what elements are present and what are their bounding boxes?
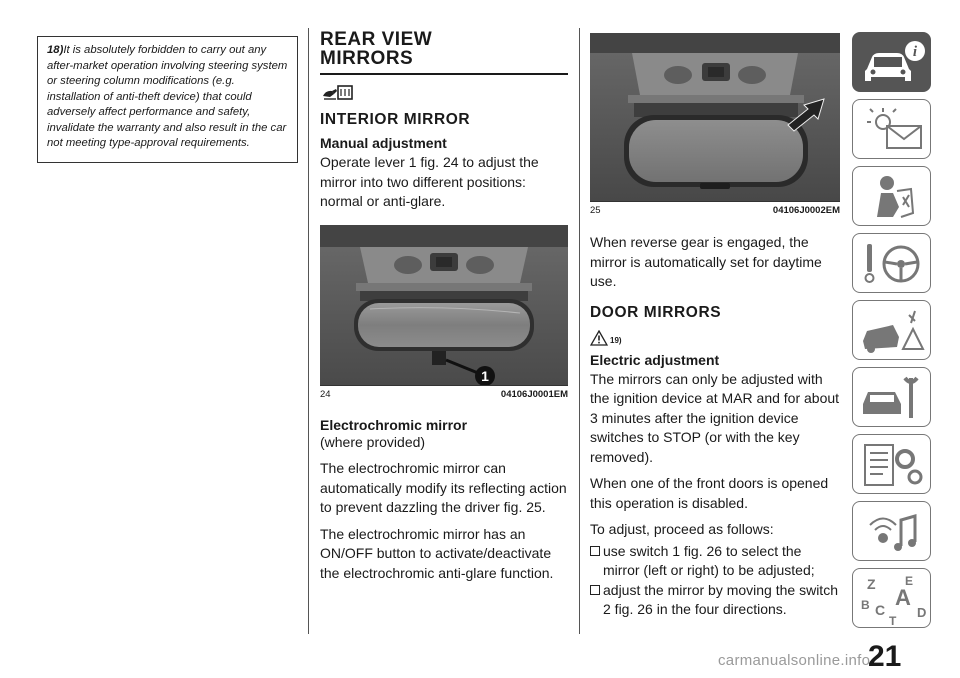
- warning-number: 18): [47, 44, 64, 56]
- emergency-icon: [853, 301, 932, 361]
- section-title-line2: MIRRORS: [320, 48, 414, 69]
- warning-triangle-icon: [590, 330, 608, 346]
- tab-multimedia[interactable]: [852, 501, 931, 561]
- figure-24: [320, 225, 568, 400]
- tab-car-info[interactable]: [852, 32, 931, 92]
- watermark: carmanualsonline.info: [718, 652, 871, 669]
- index-letter: E: [905, 574, 914, 588]
- figure-24-number: 24: [320, 388, 331, 400]
- bullet-text: use switch 1 fig. 26 to select the mirror (left or right) to be adjusted;: [603, 542, 815, 578]
- electric-p3: To adjust, proceed as follows:: [590, 521, 774, 537]
- tab-starting-driving[interactable]: [852, 233, 931, 293]
- tab-maintenance[interactable]: [852, 367, 931, 427]
- column-divider-1: [308, 28, 309, 634]
- svg-text:i: i: [912, 44, 918, 60]
- column-divider-2: [579, 28, 580, 634]
- index-letter: D: [917, 605, 927, 620]
- electric-adjustment-heading: Electric adjustment: [590, 351, 720, 368]
- column-2: [320, 30, 570, 583]
- door-mirrors-heading: DOOR MIRRORS: [590, 303, 722, 321]
- maintenance-icon: [853, 368, 932, 428]
- tab-technical-data[interactable]: [852, 434, 931, 494]
- bullet-text: adjust the mirror by moving the switch 2 fig. 26 in the four directions.: [603, 581, 838, 617]
- column-3: [590, 33, 840, 620]
- door-warning-ref: [590, 328, 840, 346]
- bullet-item: [590, 581, 840, 620]
- car-info-icon: [853, 33, 932, 93]
- door-warning-number: 19): [610, 335, 622, 345]
- figure-25-number: 25: [590, 205, 601, 216]
- electric-p2: When one of the front doors is opened this operation is disabled.: [590, 475, 829, 511]
- figure-25-caption: [590, 201, 840, 216]
- tab-index[interactable]: [852, 568, 931, 628]
- electrochromic-p2: The electrochromic mirror has an ON/OFF button to activate/deactivate the electrochromic anti-glare function.: [320, 525, 554, 581]
- figure-24-callout: 1: [481, 367, 489, 384]
- reverse-gear-text: When reverse gear is engaged, the mirror is automatically set for daytime use.: [590, 234, 822, 289]
- index-letter: C: [875, 602, 886, 618]
- tab-emergency[interactable]: [852, 300, 931, 360]
- index-icon: [853, 569, 932, 629]
- figure-24-code: 04106J0001EM: [500, 388, 568, 400]
- figure-24-caption: [320, 385, 568, 400]
- figure-25: [590, 33, 840, 216]
- warning-text: It is absolutely forbidden to carry out any after-market operation involving steering system or steering column modifications (e.g. installation of anti-theft device) that could adversely affect performance and safety, invalidate the warranty and also result in the car not meeting type-approval requirements.: [47, 44, 288, 149]
- safety-icon: [853, 167, 932, 227]
- figure-24-image: [320, 225, 568, 385]
- bullet-box-icon: [590, 546, 600, 556]
- index-letter: Z: [867, 576, 876, 592]
- multimedia-icon: [853, 502, 932, 562]
- bullet-item: [590, 542, 840, 581]
- tab-safety[interactable]: [852, 166, 931, 226]
- tab-warning-lights[interactable]: [852, 99, 931, 159]
- technical-data-icon: [853, 435, 932, 495]
- starting-driving-icon: [853, 234, 932, 294]
- warning-lights-icon: [853, 100, 932, 160]
- electrochromic-heading: Electrochromic mirror: [320, 416, 468, 433]
- figure-25-image: [590, 33, 840, 201]
- section-title-line1: REAR VIEW: [320, 29, 433, 50]
- page-number: 21: [868, 640, 902, 673]
- chapter-sidebar: [852, 32, 934, 635]
- title-rule: [320, 73, 568, 75]
- interior-mirror-heading: INTERIOR MIRROR: [320, 111, 471, 128]
- index-letter: B: [861, 598, 870, 612]
- electrochromic-sub: (where provided): [320, 433, 426, 450]
- warning-box: [37, 36, 298, 163]
- electrochromic-p1: The electrochromic mirror can automatically modify its reflecting action to prevent dazzling the driver fig. 25.: [320, 460, 567, 515]
- manual-adjustment-text: Operate lever 1 fig. 24 to adjust the mirror into two different positions: normal or anti-glare.: [320, 154, 539, 209]
- bullet-box-icon: [590, 585, 600, 595]
- figure-25-code: 04106J0002EM: [772, 205, 840, 216]
- index-letter: A: [895, 585, 911, 610]
- electric-p1: The mirrors can only be adjusted with the ignition device at MAR and for about 3 minutes after the ignition device switches to STOP (or with the key removed).: [590, 370, 840, 465]
- mirror-adjust-icon: [320, 82, 570, 104]
- index-letter: T: [889, 614, 897, 628]
- manual-adjustment-heading: Manual adjustment: [320, 135, 447, 151]
